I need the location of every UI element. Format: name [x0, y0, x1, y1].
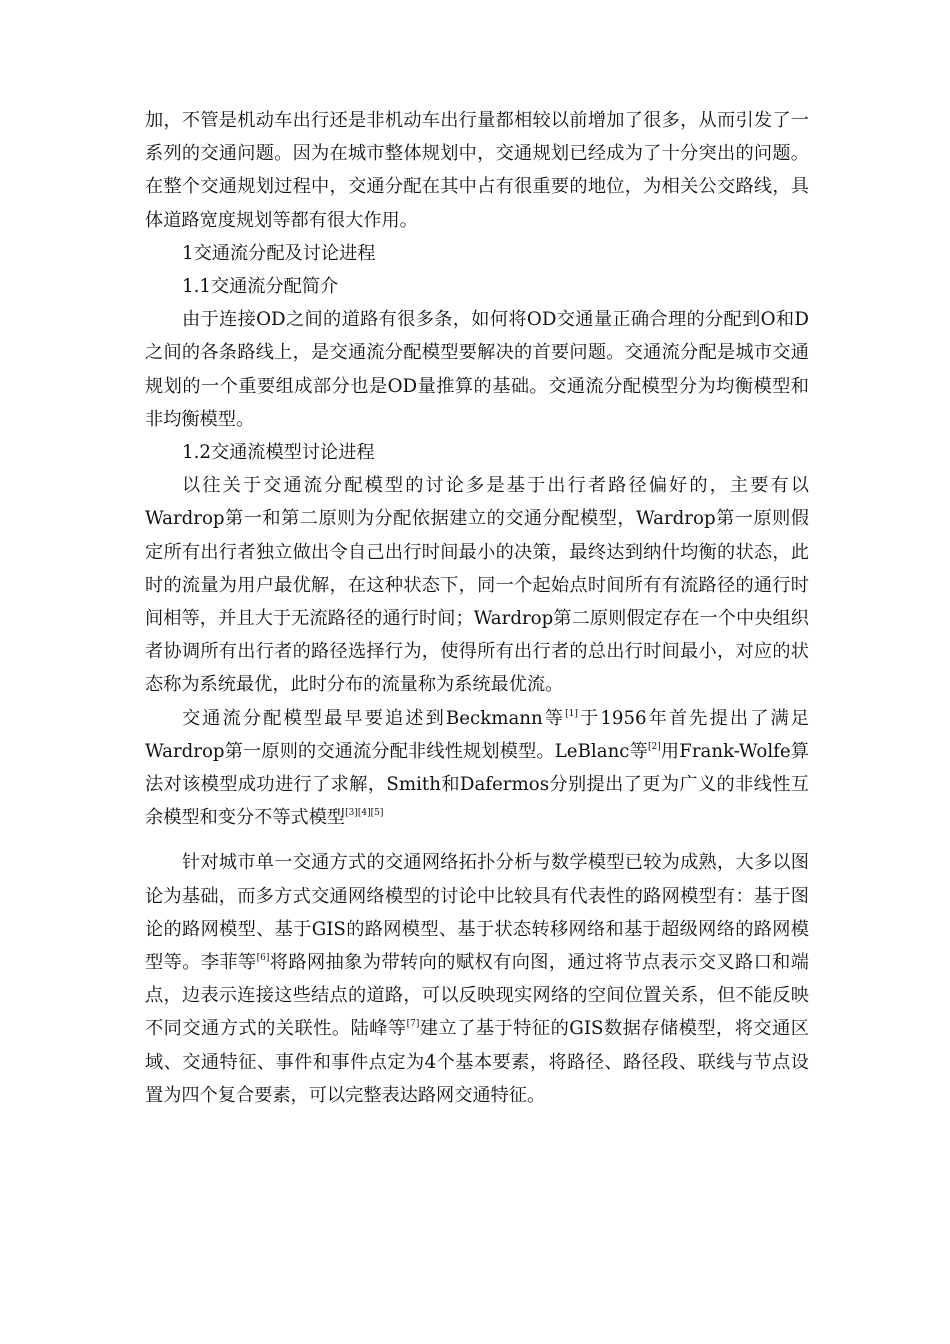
- text-run: 以往关于交通流分配模型的讨论多是基于出行者路径偏好的，主要有以Wardrop第一和第二原则为分配依据建立的交通分配模型，Wardrop第一原则假定所有出行者独立做出令自己出行时间最小的决策，最终达到纳什均衡的状态，此时的流量为用户最优解，在这种状态下，同一个起始点时间所有有流路径的通行时间相等，并且大于无流路径的通行时间；Wardrop第二原则假定存在一个中央组织者协调所有出行者的路径选择行为，使得所有出行者的总出行时间最小，对应的状态称为系统最优，此时分布的流量称为系统最优流。: [145, 475, 809, 696]
- text-run: 1.2交通流模型讨论进程: [182, 442, 375, 464]
- citation-reference: [6]: [256, 953, 270, 964]
- text-run: 针对城市单一交通方式的交通网络拓扑分析与数学模型已较为成熟，大多以图论为基础，而多方式交通网络模型的讨论中比较具有代表性的路网模型有：基于图论的路网模型、基于GIS的路网模型、基于状态转移网络和基于超级网络的路网模型等。李菲等: [145, 852, 809, 974]
- text-run: 由于连接OD之间的道路有很多条，如何将OD交通量正确合理的分配到O和D之间的各条路线上，是交通流分配模型要解决的首要问题。交通流分配是城市交通规划的一个重要组成部分也是OD量推算的基础。交通流分配模型分为均衡模型和非均衡模型。: [145, 309, 809, 430]
- paragraph-gap: [145, 834, 809, 846]
- citation-reference: [7]: [406, 1019, 420, 1030]
- text-run: 于1956年首先提出了满足Wardrop第一原则的交通流分配非线性规划模型。LeBlanc等: [145, 707, 809, 762]
- text-run: 建立了基于特征的GIS数据存储模型，将交通区域、交通特征、事件和事件点定为4个基本要素，将路径、路径段、联线与节点设置为四个复合要素，可以完整表达路网交通特征。: [145, 1018, 809, 1106]
- section-heading: [145, 237, 809, 270]
- section-heading: [145, 436, 809, 469]
- text-run: 交通流分配模型最早要追述到Beckmann等: [182, 707, 566, 729]
- body-paragraph: [145, 469, 809, 701]
- body-paragraph: [145, 846, 809, 1112]
- citation-reference: [2]: [647, 741, 661, 752]
- document-body: [145, 104, 809, 1112]
- citation-reference: [1]: [565, 708, 578, 719]
- body-paragraph: [145, 303, 809, 436]
- text-run: 1.1交通流分配简介: [182, 276, 339, 298]
- text-run: 加，不管是机动车出行还是非机动车出行量都相较以前增加了很多，从而引发了一系列的交通问题。因为在城市整体规划中，交通规划已经成为了十分突出的问题。在整个交通规划过程中，交通分配在其中占有很重要的地位，为相关公交路线，具体道路宽度规划等都有很大作用。: [145, 110, 809, 231]
- text-run: 用Frank-Wolfe算法对该模型成功进行了求解，Smith和Dafermos分别提出了更为广义的非线性互余模型和变分不等式模型: [145, 740, 809, 829]
- body-paragraph: [145, 104, 809, 237]
- text-run: 1交通流分配及讨论进程: [182, 242, 376, 264]
- body-paragraph: [145, 702, 809, 835]
- citation-reference: [3][4][5]: [345, 808, 384, 819]
- section-heading: [145, 270, 809, 303]
- text-run: 将路网抽象为带转向的赋权有向图，通过将节点表示交叉路口和端点，边表示连接这些结点的道路，可以反映现实网络的空间位置关系，但不能反映不同交通方式的关联性。陆峰等: [145, 952, 809, 1040]
